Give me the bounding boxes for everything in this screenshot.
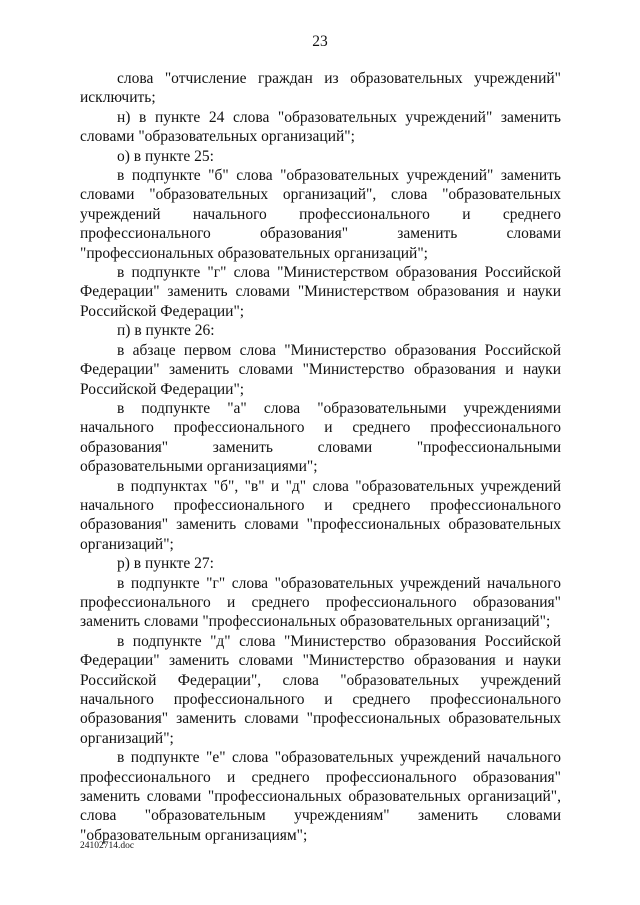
paragraph: в подпункте "д" слова "Министерство образования Российской Федерации" заменить словами "Министерство образования и науки Российской Федерации", слова "образовательных учреждений начального профессионального и среднего профессионального образования" заменить словами "профессиональных образовательных организаций"; (80, 632, 561, 747)
paragraph: в подпункте "а" слова "образовательными учреждениями начального профессионального и среднего профессионального образования" заменить словами "профессиональными образовательными организациями"; (80, 399, 561, 476)
paragraph: слова "отчисление граждан из образовательных учреждений" исключить; (80, 70, 561, 107)
paragraph: в подпункте "г" слова "образовательных учреждений начального профессионального и среднего профессионального образования" заменить словами "профессиональных образовательных организаций"; (80, 574, 561, 631)
paragraph: в подпунктах "б", "в" и "д" слова "образовательных учреждений начального профессионального и среднего профессионального образования" заменить словами "профессиональных образовательных организаций"; (80, 477, 561, 553)
page-number: 23 (312, 33, 328, 50)
document-footer: 24102714.doc (80, 841, 135, 851)
paragraph: в подпункте "г" слова "Министерством образования Российской Федерации" заменить словами "Министерством образования и науки Российской Федерации"; (80, 264, 561, 320)
paragraph: в подпункте "е" слова "образовательных учреждений начального профессионального и среднего профессионального образования" заменить словами "профессиональных образовательных организаций", слова "образовательным учреждениям" заменить словами "образовательным организациям"; (80, 749, 561, 844)
document-body (80, 69, 561, 845)
paragraph: о) в пункте 25: (117, 147, 214, 165)
paragraph: п) в пункте 26: (117, 322, 215, 340)
paragraph: в абзаце первом слова "Министерство образования Российской Федерации" заменить словами "Министерство образования и науки Российской Федерации"; (80, 341, 561, 398)
paragraph: н) в пункте 24 слова "образовательных учреждений" заменить словами "образовательных организаций"; (80, 108, 561, 146)
paragraph: в подпункте "б" слова "образовательных учреждений" заменить словами "образовательных организаций", слова "образовательных учреждений начального профессионального и среднего профессионального образования" заменить словами "профессиональных образовательных организаций"; (80, 167, 561, 262)
paragraph: р) в пункте 27: (117, 555, 214, 573)
